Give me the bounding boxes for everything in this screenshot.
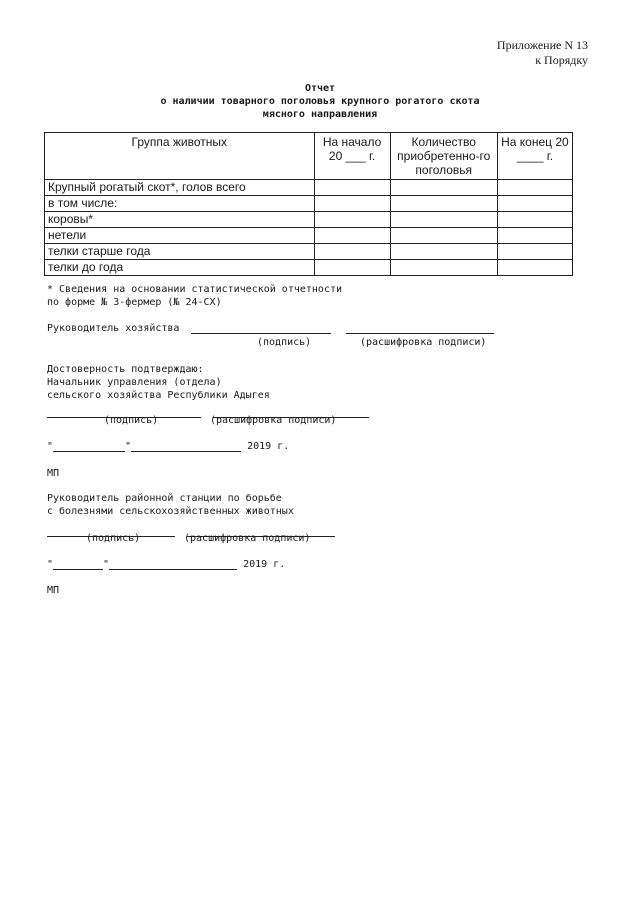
table-header-row — [45, 133, 573, 180]
cell-end[interactable] — [497, 260, 572, 276]
cell-purchased[interactable] — [390, 260, 497, 276]
confirm-line-3: сельского хозяйства Республики Адыгея — [47, 390, 270, 401]
title-line-3: мясного направления — [262, 109, 378, 120]
head-label: Руководитель хозяйства — [47, 323, 180, 334]
table-row — [45, 212, 573, 228]
station-year: 2019 г. — [243, 559, 286, 570]
cell-purchased[interactable] — [390, 244, 497, 260]
header-start: На начало 20 ___ г. — [314, 133, 390, 180]
confirm-year: 2019 г. — [247, 441, 290, 452]
confirm-block — [47, 363, 270, 402]
title-line-2: о наличии товарного поголовья крупного рогатого скота — [160, 96, 480, 107]
confirm-month-field[interactable] — [131, 451, 241, 452]
footnote-line-1: * Сведения на основании статистической отчетности — [47, 284, 343, 295]
quote-close: " — [103, 559, 110, 570]
cell-end[interactable] — [497, 228, 572, 244]
cell-purchased[interactable] — [390, 212, 497, 228]
header-end: На конец 20 ____ г. — [497, 133, 572, 180]
row-label: в том числе: — [45, 196, 315, 212]
header-group: Группа животных — [45, 133, 315, 180]
station-day-field[interactable] — [53, 569, 103, 570]
row-label: коровы* — [45, 212, 315, 228]
confirm-stamp: МП — [47, 468, 60, 479]
cell-purchased[interactable] — [390, 228, 497, 244]
confirm-date-row — [47, 441, 289, 452]
report-title — [0, 82, 640, 121]
confirm-decode-caption: (расшифровка подписи) — [210, 415, 337, 426]
confirm-sign-caption: (подпись) — [104, 415, 159, 426]
appendix-order: к Порядку — [535, 53, 588, 67]
cell-end[interactable] — [497, 212, 572, 228]
row-label: телки старше года — [45, 244, 315, 260]
quote-close: " — [125, 441, 132, 452]
row-label: телки до года — [45, 260, 315, 276]
cell-end[interactable] — [497, 196, 572, 212]
cell-start[interactable] — [314, 196, 390, 212]
confirm-day-field[interactable] — [53, 451, 125, 452]
head-decode-line[interactable] — [346, 333, 494, 334]
station-line-1: Руководитель районной станции по борьбе — [47, 493, 282, 504]
station-line-2: с болезнями сельскохозяйственных животных — [47, 506, 294, 517]
table-row — [45, 180, 573, 196]
station-date-row — [47, 559, 285, 570]
table-row — [45, 196, 573, 212]
header-purchased: Количество приобретенно-го поголовья — [390, 133, 497, 180]
cell-start[interactable] — [314, 180, 390, 196]
cell-purchased[interactable] — [390, 196, 497, 212]
head-sign-caption: (подпись) — [257, 337, 312, 348]
station-stamp: МП — [47, 585, 60, 596]
quote-open: " — [47, 441, 54, 452]
appendix-reference — [497, 38, 588, 68]
footnote-line-2: по форме № 3-фермер (№ 24-СХ) — [47, 297, 222, 308]
station-decode-caption: (расшифровка подписи) — [184, 533, 311, 544]
cell-start[interactable] — [314, 244, 390, 260]
quote-open: " — [47, 559, 54, 570]
appendix-number: Приложение N 13 — [496, 38, 588, 52]
cell-end[interactable] — [497, 244, 572, 260]
row-label: нетели — [45, 228, 315, 244]
head-decode-caption: (расшифровка подписи) — [360, 337, 487, 348]
cell-start[interactable] — [314, 260, 390, 276]
station-block — [47, 492, 294, 518]
table-row — [45, 244, 573, 260]
livestock-table — [44, 132, 573, 276]
confirm-line-2: Начальник управления (отдела) — [47, 377, 222, 388]
head-signature-row — [47, 323, 494, 334]
row-label: Крупный рогатый скот*, голов всего — [45, 180, 315, 196]
station-month-field[interactable] — [109, 569, 237, 570]
head-signature-line[interactable] — [191, 333, 331, 334]
cell-end[interactable] — [497, 180, 572, 196]
confirm-line-1: Достоверность подтверждаю: — [47, 364, 204, 375]
cell-purchased[interactable] — [390, 180, 497, 196]
cell-start[interactable] — [314, 228, 390, 244]
station-sign-caption: (подпись) — [86, 533, 141, 544]
cell-start[interactable] — [314, 212, 390, 228]
footnote — [47, 283, 342, 309]
table-row — [45, 260, 573, 276]
title-line-1: Отчет — [304, 83, 336, 94]
table-row — [45, 228, 573, 244]
